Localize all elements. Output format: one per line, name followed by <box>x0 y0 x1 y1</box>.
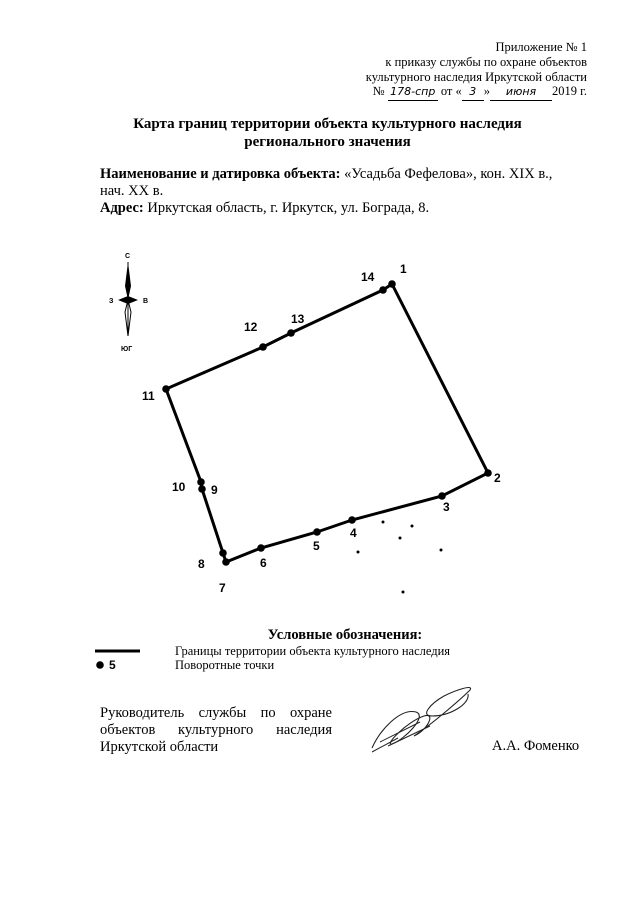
signer-position-line-2: объектов культурного наследия <box>100 722 332 738</box>
compass-south-label: ЮГ <box>121 346 133 353</box>
territory-boundary-line <box>166 284 488 562</box>
order-day: 3 <box>462 85 484 101</box>
address-value: Иркутская область, г. Иркутск, ул. Бограда, 8. <box>143 200 430 216</box>
appendix-line-3: культурного наследия Иркутской области <box>365 70 587 84</box>
signer-position-line-1: Руководитель службы по охране <box>100 705 332 721</box>
turning-point-13 <box>287 329 295 337</box>
turning-point-label-7: 7 <box>219 581 226 595</box>
turning-point-2 <box>484 469 492 477</box>
compass-rose <box>109 253 148 353</box>
compass-east-label: В <box>143 298 149 305</box>
signer-position-line-3: Иркутской области <box>100 739 219 755</box>
turning-point-14 <box>379 286 387 294</box>
order-number: 178-спр <box>388 85 438 101</box>
legend-point-text: Поворотные точки <box>175 658 275 672</box>
turning-point-3 <box>438 492 446 500</box>
turning-point-label-1: 1 <box>400 262 407 276</box>
compass-west-label: З <box>109 298 114 305</box>
turning-point-10 <box>197 478 205 486</box>
scatter-dot <box>357 551 360 554</box>
turning-point-label-12: 12 <box>244 320 258 334</box>
scatter-dot <box>411 525 414 528</box>
turning-point-label-10: 10 <box>172 480 186 494</box>
turning-point-label-13: 13 <box>291 312 305 326</box>
turning-point-label-14: 14 <box>361 270 375 284</box>
turning-point-11 <box>162 385 170 393</box>
turning-point-label-8: 8 <box>198 557 205 571</box>
turning-point-label-11: 11 <box>142 389 155 403</box>
scatter-dot <box>402 591 405 594</box>
scatter-dot <box>382 521 385 524</box>
legend-boundary-text: Границы территории объекта культурного наследия <box>175 644 451 658</box>
quote-close: » <box>483 84 491 98</box>
object-dating: нач. XX в. <box>100 183 164 199</box>
appendix-line-1: Приложение № 1 <box>495 40 587 54</box>
signer-name: А.А. Фоменко <box>492 738 580 754</box>
turning-point-label-6: 6 <box>260 556 267 570</box>
number-sign: № <box>372 84 385 98</box>
turning-point-7 <box>222 558 230 566</box>
turning-point-label-4: 4 <box>350 526 357 540</box>
scatter-dot <box>399 537 402 540</box>
legend-point-marker <box>96 661 104 669</box>
turning-point-1 <box>388 280 396 288</box>
turning-point-label-9: 9 <box>211 483 218 497</box>
signature-strokes <box>372 722 430 752</box>
turning-point-6 <box>257 544 265 552</box>
order-month: июня <box>490 85 552 101</box>
page-subtitle: регионального значения <box>244 134 411 150</box>
page-title: Карта границ территории объекта культурного наследия <box>133 116 522 132</box>
scatter-dot <box>440 549 443 552</box>
turning-point-9 <box>198 485 206 493</box>
order-year: 2019 г. <box>552 84 587 98</box>
address-label: Адрес: <box>100 200 144 216</box>
compass-north-label: С <box>125 253 131 260</box>
date-from: от « <box>440 84 462 98</box>
legend-title: Условные обозначения: <box>267 627 423 643</box>
turning-point-label-2: 2 <box>494 471 501 485</box>
appendix-line-2: к приказу службы по охране объектов <box>385 55 587 69</box>
turning-point-5 <box>313 528 321 536</box>
object-name-label: Наименование и датировка объекта: <box>100 166 341 182</box>
turning-point-12 <box>259 343 267 351</box>
turning-points <box>142 262 501 595</box>
turning-point-4 <box>348 516 356 524</box>
object-name-value: «Усадьба Фефелова», кон. XIX в., <box>340 166 553 182</box>
scatter-dots <box>357 521 443 594</box>
turning-point-8 <box>219 549 227 557</box>
turning-point-label-3: 3 <box>443 500 450 514</box>
legend-point-sample: 5 <box>109 658 116 672</box>
turning-point-label-5: 5 <box>313 539 320 553</box>
